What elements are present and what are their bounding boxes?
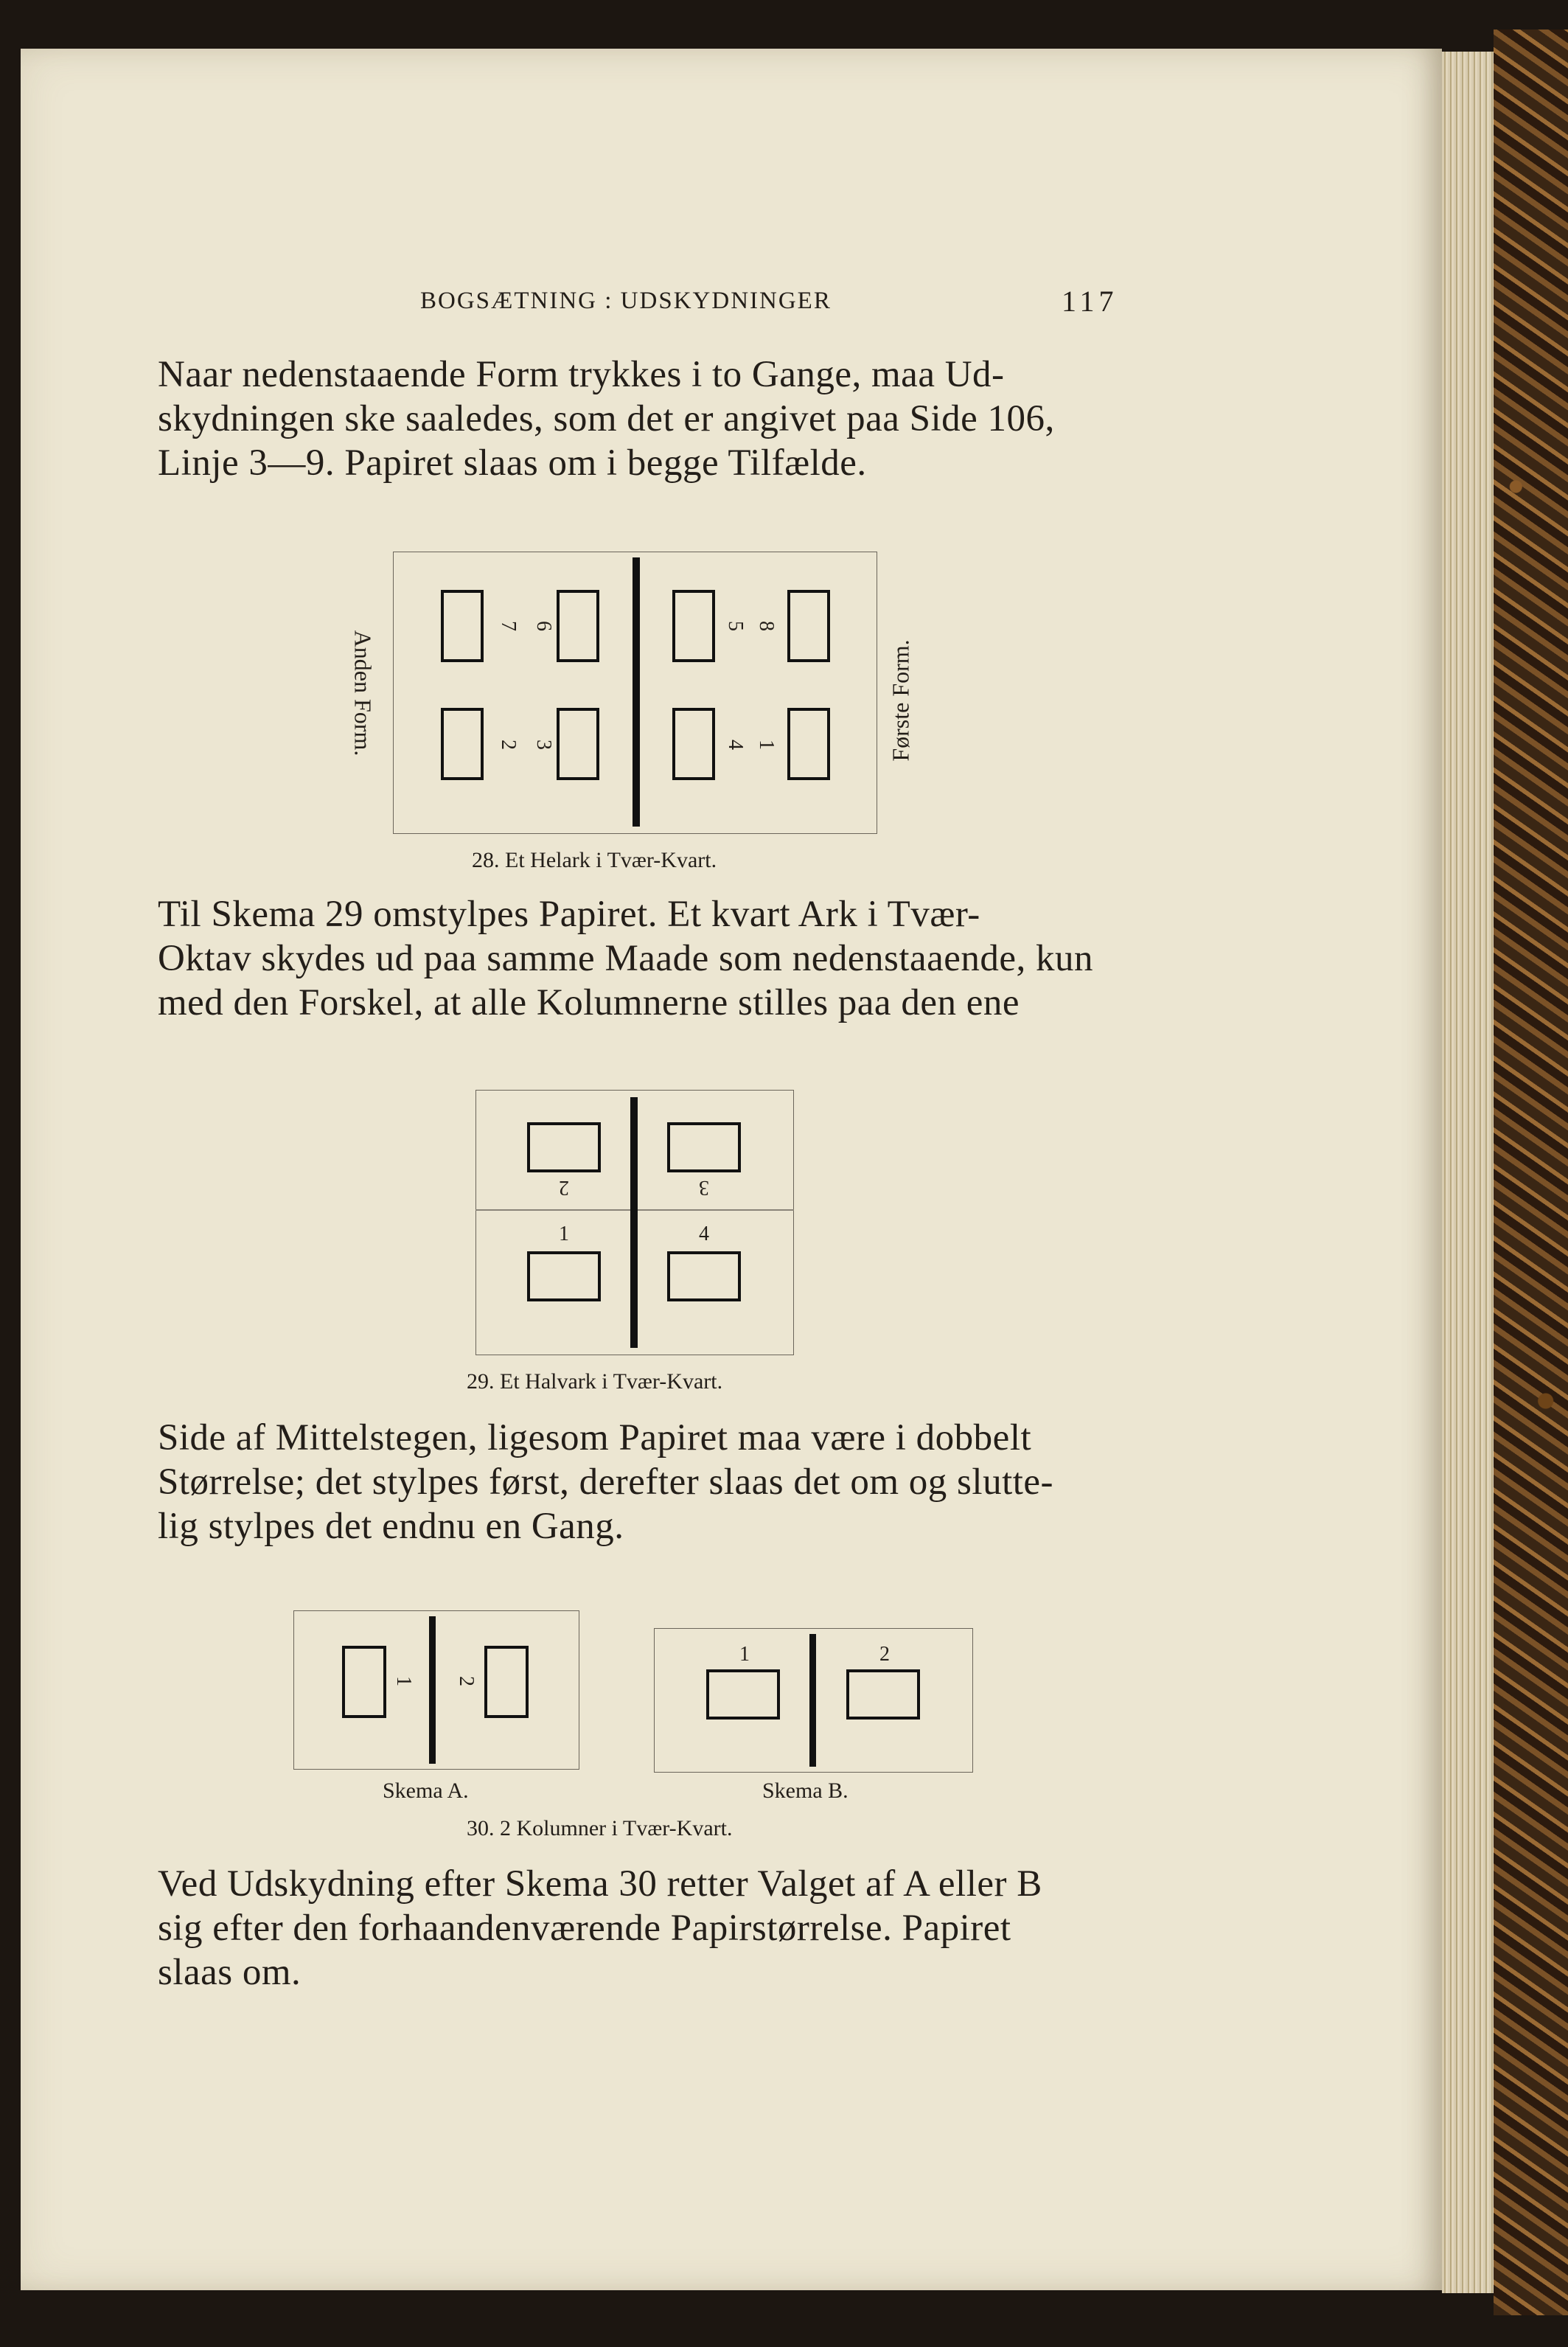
page-number-label: 1 [559,1223,569,1245]
page-box [787,708,830,780]
page-number: 117 [1062,285,1118,318]
paragraph-line: sig efter den forhaandenværende Papirstørrelse. Papiret [158,1908,1011,1949]
page-box [667,1122,741,1172]
page-number-label: 1 [739,1643,750,1666]
page-number-label: 4 [699,1223,709,1245]
center-bar [429,1616,436,1764]
schema-a-label: Skema A. [383,1778,469,1803]
page-number-label: 5 [724,621,747,631]
page-box [557,708,599,780]
page-number-label: 1 [755,740,778,750]
page-box [441,590,484,662]
paragraph-line: med den Forskel, at alle Kolumnerne stilles paa den ene [158,982,1020,1023]
page-box [342,1646,386,1718]
schema-a-frame [293,1610,579,1770]
paragraph-line: Naar nedenstaaende Form trykkes i to Gange, maa Ud- [158,354,1005,395]
page-number-label: 2 [879,1643,890,1666]
page-number-label: 2 [455,1676,478,1686]
page-box [672,590,715,662]
page-number-label: 6 [532,621,555,631]
page-box [527,1122,601,1172]
figure-caption: 28. Et Helark i Tvær-Kvart. [472,848,717,872]
running-title: BOGSÆTNING : UDSKYDNINGER [420,288,832,314]
page-number-label: 8 [755,621,778,631]
page-box [441,708,484,780]
page-number-label: 4 [724,740,747,750]
page-number-label: 1 [392,1676,415,1686]
page-number-label: 2 [497,740,520,750]
paragraph-line: Størrelse; det stylpes først, derefter slaas det om og slutte- [158,1461,1054,1503]
marbled-cover [1494,29,1568,2315]
center-bar [633,557,640,827]
paragraph-line: Linje 3—9. Papiret slaas om i begge Tilfælde. [158,442,867,484]
page-box [846,1669,920,1720]
paragraph-line: skydningen ske saaledes, som det er angivet paa Side 106, [158,398,1055,439]
page-number-label: 3 [699,1176,709,1199]
paragraph-4 [158,1862,1116,1995]
page-number-label: 2 [559,1176,569,1199]
figure-caption: 29. Et Halvark i Tvær-Kvart. [467,1369,723,1394]
paragraph-line: Til Skema 29 omstylpes Papiret. Et kvart Ark i Tvær- [158,894,980,935]
page-box [787,590,830,662]
right-form-label: Første Form. [887,639,914,762]
page-edges [1442,52,1494,2293]
paragraph-line: slaas om. [158,1952,302,1993]
page-box [557,590,599,662]
paragraph-line: Oktav skydes ud paa samme Maade som nedenstaaende, kun [158,938,1094,979]
page-box [527,1251,601,1301]
paragraph-line: Side af Mittelstegen, ligesom Papiret maa være i dobbelt [158,1417,1032,1458]
paragraph-line: lig stylpes det endnu en Gang. [158,1506,624,1547]
page-number-label: 3 [532,740,555,750]
paragraph-1 [158,352,1116,485]
paragraph-line: Ved Udskydning efter Skema 30 retter Valget af A eller B [158,1863,1042,1905]
schema-b-label: Skema B. [762,1778,849,1803]
page-box [672,708,715,780]
page-box [706,1669,780,1720]
page-box [484,1646,529,1718]
page-box [667,1251,741,1301]
center-bar [809,1634,816,1767]
left-form-label: Anden Form. [349,630,377,757]
center-bar [630,1097,638,1348]
paragraph-2 [158,892,1116,1025]
figure-caption: 30. 2 Kolumner i Tvær-Kvart. [467,1816,733,1840]
paragraph-3 [158,1416,1116,1548]
page-number-label: 7 [497,621,520,631]
